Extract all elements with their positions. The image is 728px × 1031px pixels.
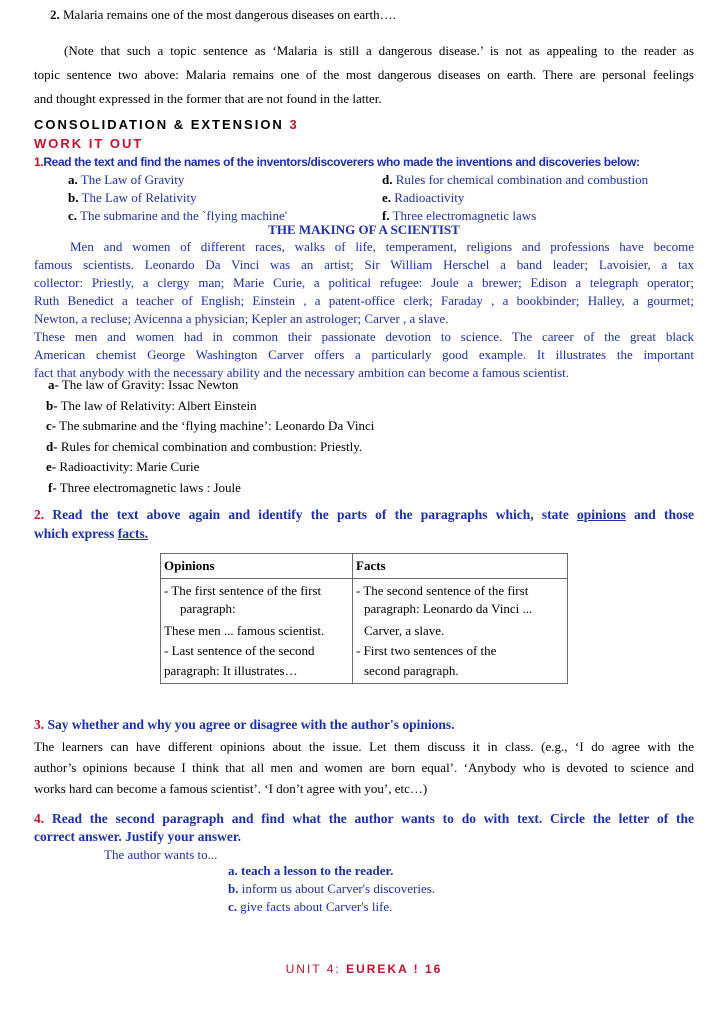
task1-item: b. The Law of Relativity: [68, 190, 197, 205]
section-heading: [34, 116, 694, 134]
task1-item: a. The Law of Gravity: [68, 172, 185, 187]
reading-paragraph-1: Men and women of different races, walks of life, temperament, religions and professions have become famous scientists. Leonardo Da Vinci was an artist; Sir William Herschel a band leader; Lavoisier, a tax collector: Priestly, a clergy man; Marie Curie, a political refugee: Joule a brewer; Edison a telegraph operator; Ruth Benedict a teacher of English; Einstein , a patent-office clerk; Faraday , a bookbinder; Halley, a gourmet; Newton, a recluse; Avicenna a physician; Kepler an astrologer; Carver , a slave.: [34, 239, 694, 326]
task1-item: f. Three electromagnetic laws: [382, 208, 537, 223]
task4-options: [228, 862, 628, 916]
task1-item: c. The submarine and the `flying machine': [68, 208, 288, 223]
task1-instruction: [34, 153, 704, 171]
task2-number: 2.: [34, 507, 45, 522]
task3-instruction: 3. Say whether and why you agree or disagree with the author's opinions.: [34, 717, 455, 732]
reading-paragraph-2: These men and women had in common their passionate devotion to science. The career of the great black American chemist George Washington Carver offers a particularly good example. It illustrates the important fact that anybody with the necessary ability and the necessary ambition can become a famous scientist.: [34, 329, 694, 380]
task4-instruction: 4. Read the second paragraph and find what the author wants to do with text. Circle the letter of the correct answer. Justify your answer.: [34, 811, 695, 844]
answer-item: b- The law of Relativity: Albert Einstein: [46, 397, 257, 413]
intro-item-text: Malaria remains one of the most dangerous diseases on earth….: [63, 7, 396, 22]
footer-unit: UNIT 4:: [285, 962, 341, 976]
table-cell-facts: - The second sentence of the first paragraph: Leonardo da Vinci ... Carver, a slave. - First two sentences of the second paragraph.: [353, 579, 568, 684]
footer-unit-title: EUREKA !: [346, 962, 420, 976]
table-cell-opinions: - The first sentence of the first paragraph: These men ... famous scientist. - Last sentence of the second paragraph: It illustrates…: [161, 579, 353, 684]
option-b[interactable]: b. inform us about Carver's discoveries.: [228, 881, 436, 896]
facts-word: facts.: [117, 526, 149, 541]
task4-stem: The author wants to...: [104, 847, 218, 862]
section-subheading: WORK IT OUT: [34, 136, 144, 151]
opinions-word: opinions: [577, 507, 626, 522]
intro-note-line: topic sentence two above: Malaria remains one of the most dangerous diseases on earth. There are personal feelings: [34, 67, 694, 82]
task1-items-left: [68, 171, 368, 225]
task4-number: 4.: [34, 811, 45, 826]
task1-instruction-text: Read the text and find the names of the inventors/discoverers who made the inventions and discoveries below:: [43, 155, 640, 169]
page-number: 16: [425, 962, 443, 976]
answer-item: c- The submarine and the ‘flying machine’: Leonardo Da Vinci: [46, 418, 375, 434]
option-c[interactable]: c. give facts about Carver's life.: [228, 899, 393, 914]
task1-answers: [40, 375, 700, 499]
intro-item: [50, 6, 710, 24]
task1-item: d. Rules for chemical combination and combustion: [382, 172, 649, 187]
answer-item: f- Three electromagnetic laws : Joule: [48, 479, 241, 495]
answer-item: d- Rules for chemical combination and combustion: Priestly.: [46, 438, 363, 454]
answer-item: a- The law of Gravity: Issac Newton: [48, 377, 239, 392]
task1-item: e. Radioactivity: [382, 190, 465, 205]
task2-instruction: 2. Read the text above again and identify the parts of the paragraphs which, state opinions and those which express facts.: [34, 507, 694, 541]
task3-number: 3.: [34, 717, 45, 732]
table-header-opinions: Opinions: [161, 554, 353, 579]
intro-note-line: and thought expressed in the former that are not found in the latter.: [34, 91, 382, 106]
answer-item: e- Radioactivity: Marie Curie: [46, 459, 200, 475]
table-header-facts: Facts: [353, 554, 568, 579]
task1-items-right: [382, 171, 702, 225]
intro-note-line: (Note that such a topic sentence as ‘Malaria is still a dangerous disease.’ is not as appealing to the reader as: [64, 43, 694, 58]
section-heading-number: 3: [289, 117, 299, 132]
intro-item-number: 2.: [50, 7, 60, 22]
task3-answer: The learners can have different opinions about the issue. Let them discuss it in class. (e.g., ‘I do agree with the author’s opinions because I think that all men and women are born equal’. ‘Anybody who is devoted to science and works hard can become a famous scientist’. ‘I don’t agree with you’, etc…): [34, 739, 694, 796]
table-row: [161, 579, 568, 684]
page-footer: [0, 962, 728, 976]
section-heading-text: CONSOLIDATION & EXTENSION: [34, 117, 284, 132]
table-header-row: [161, 554, 568, 579]
task1-number: 1.: [34, 155, 44, 169]
intro-note: [34, 42, 694, 108]
option-a[interactable]: a. teach a lesson to the reader.: [228, 863, 394, 878]
text-title: THE MAKING OF A SCIENTIST: [268, 222, 460, 237]
opinions-facts-table: [160, 553, 568, 684]
